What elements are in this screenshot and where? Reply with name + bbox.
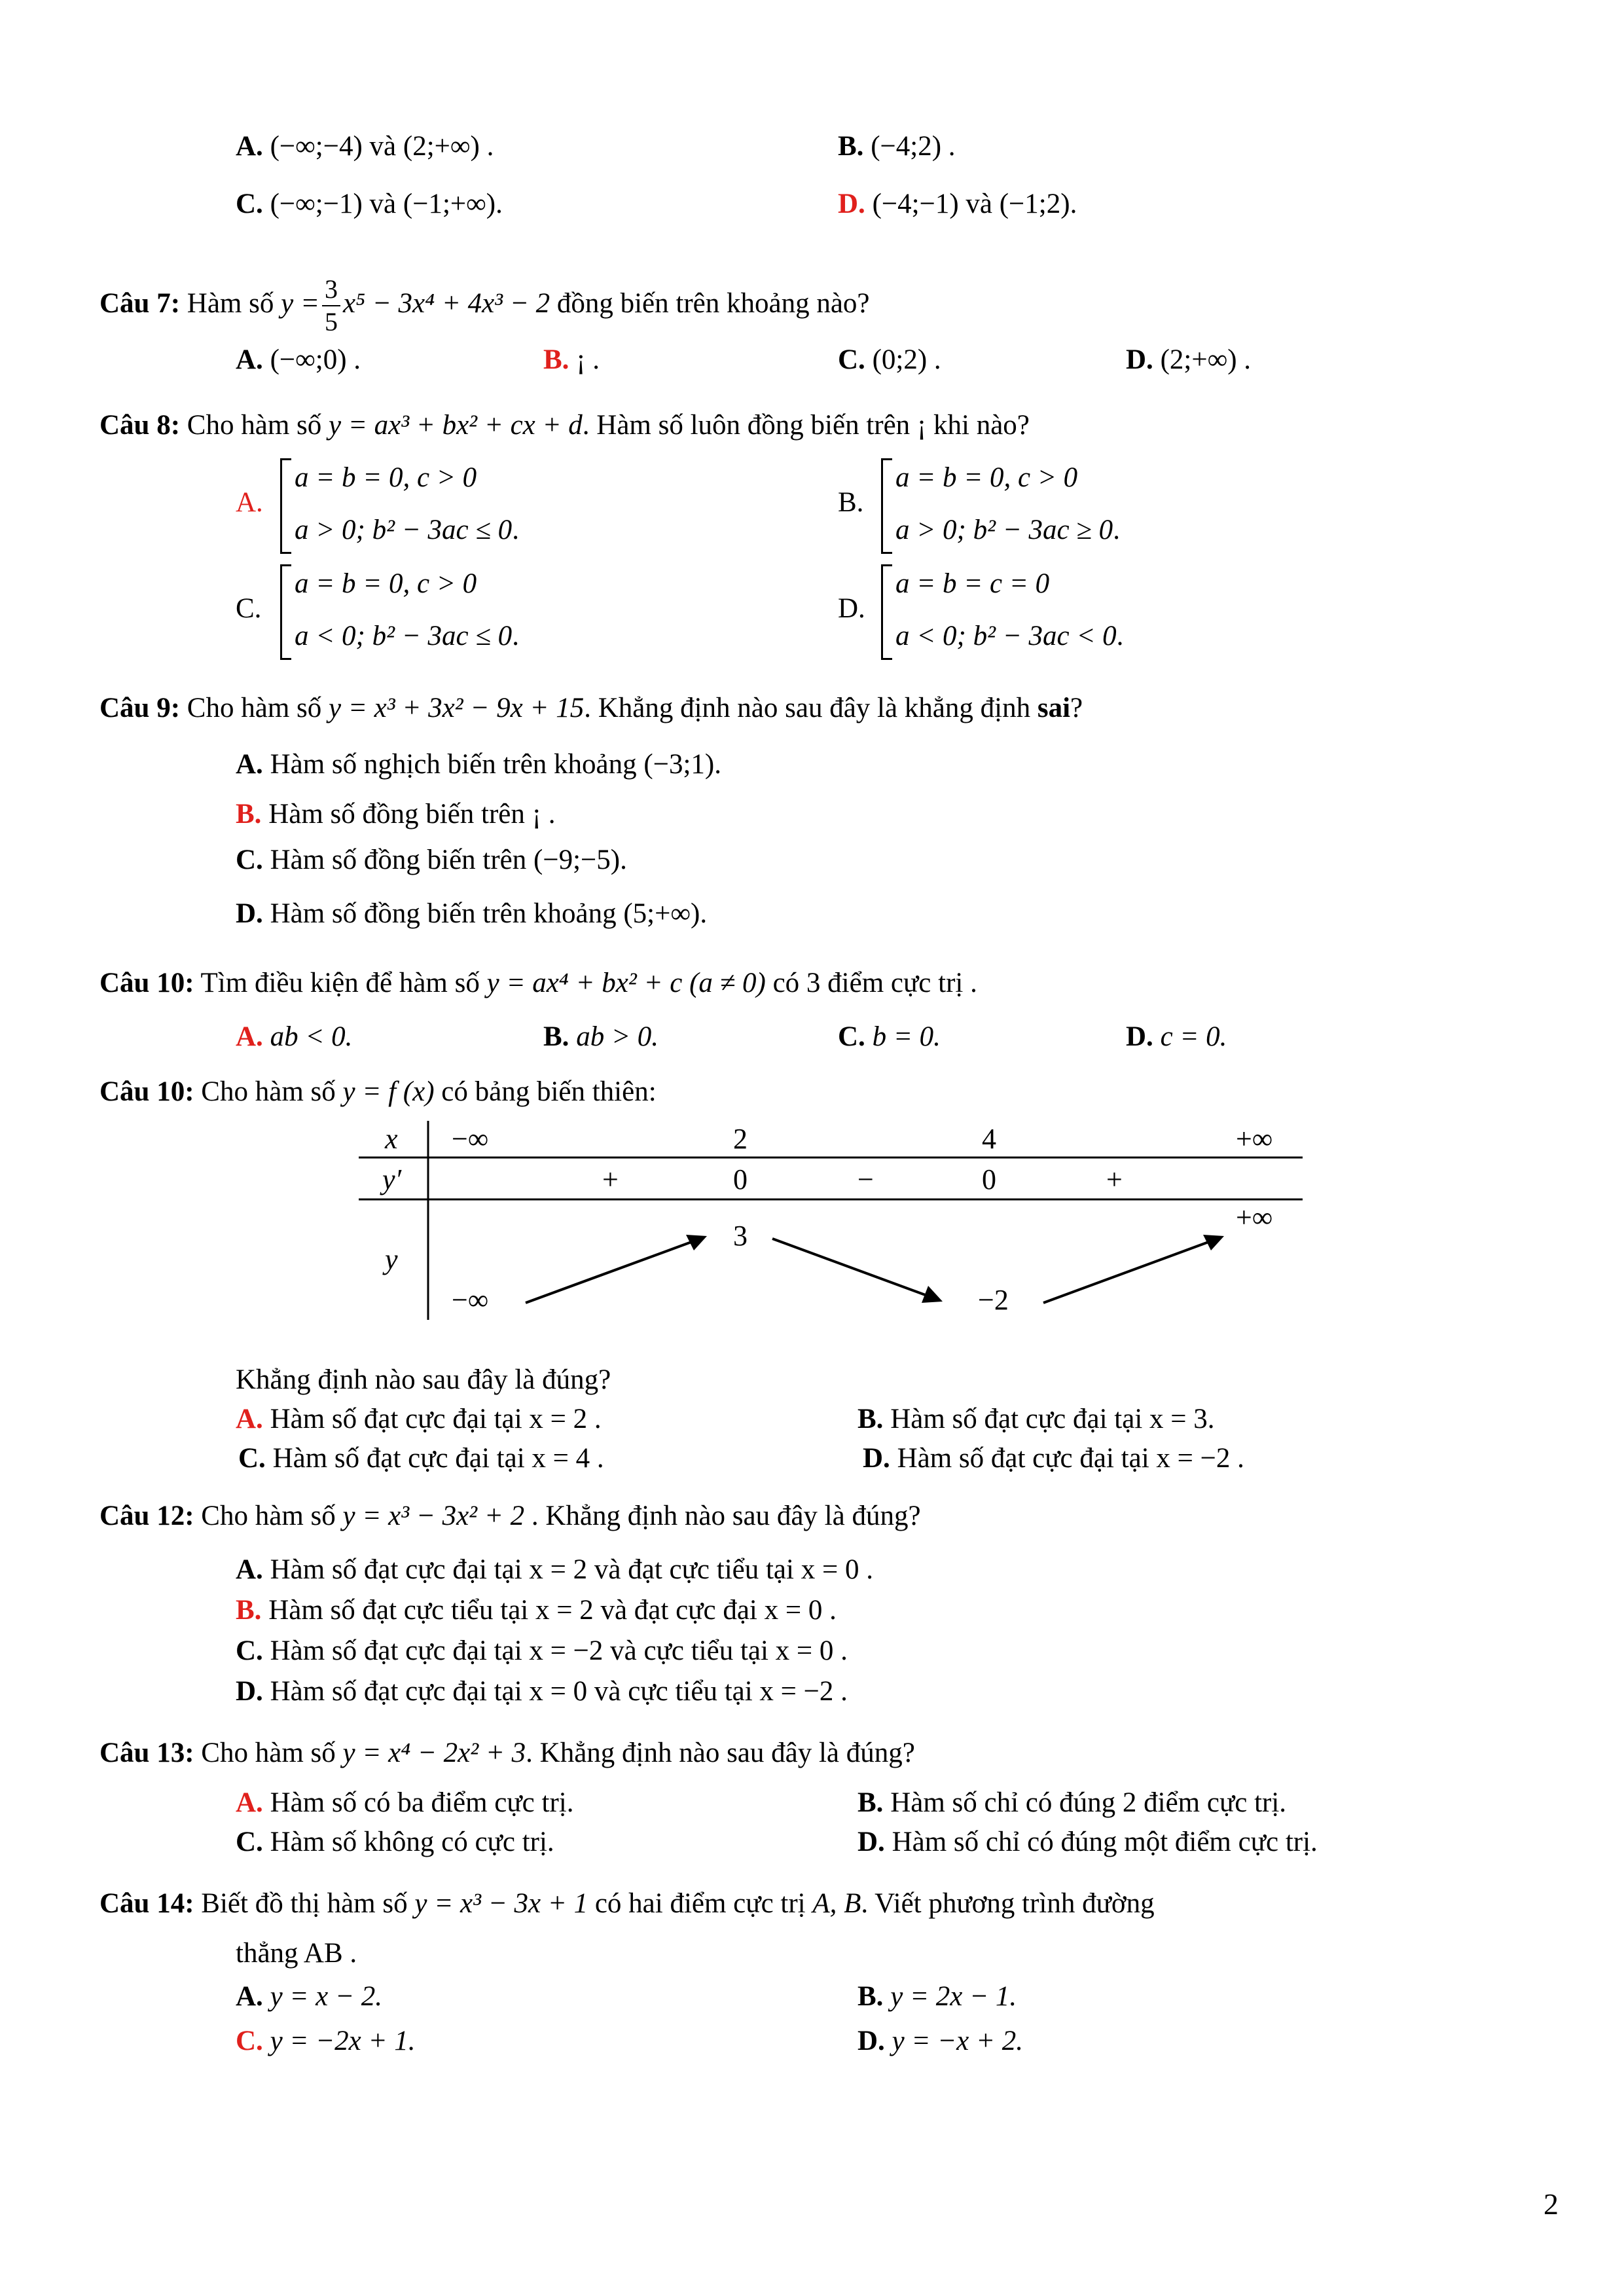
table-x-value: 2 [733,1123,748,1155]
q8-option-d-system: a = b = c = 0 a < 0; b² − 3ac < 0. [895,568,1124,651]
q13-option-c: C. Hàm số không có cực trị. [236,1827,554,1857]
q9-option-b: B. Hàm số đồng biến trên ¡ . [236,799,556,829]
arrow-up-2 [1043,1239,1218,1303]
q14-option-c: C. y = −2x + 1. [236,2026,416,2056]
q8-option-c-bracket [280,564,291,660]
q12-option-a: A. Hàm số đạt cực đại tại x = 2 và đạt cực tiểu tại x = 0 . [236,1554,873,1585]
q13-option-a: A. Hàm số có ba điểm cực trị. [236,1787,574,1818]
q8-option-b-bracket [881,458,892,554]
table-yprime-value: + [602,1163,619,1195]
table-y-value: 3 [733,1220,748,1252]
q8-option-a-bracket [280,458,291,554]
q6-option-a: A. (−∞;−4) và (2;+∞) . [236,131,494,162]
q8-option-b-label: B. [838,487,864,518]
q7-option-b: B. ¡ . [543,344,600,375]
q10b-option-b: B. Hàm số đạt cực đại tại x = 3. [857,1404,1215,1434]
arrow-up-1-head [686,1235,707,1250]
q14-stem-line2: thẳng AB . [236,1938,357,1969]
table-yprime-value: 0 [733,1163,748,1195]
q7-option-d: D. (2;+∞) . [1126,344,1252,375]
q8-option-a-system: a = b = 0, c > 0 a > 0; b² − 3ac ≤ 0. [295,462,519,545]
q8-option-d-bracket [881,564,892,660]
table-x-value: −∞ [452,1123,489,1155]
arrow-down-head [922,1286,943,1303]
q6-option-d: D. (−4;−1) và (−1;2). [838,189,1077,219]
q6-option-c: C. (−∞;−1) và (−1;+∞). [236,189,503,219]
table-y-value: −2 [978,1284,1009,1316]
q8-option-b-system: a = b = 0, c > 0 a > 0; b² − 3ac ≥ 0. [895,462,1120,545]
page-number: 2 [1543,2187,1559,2221]
q13-option-d: D. Hàm số chỉ có đúng một điểm cực trị. [857,1827,1318,1857]
q14-option-d: D. y = −x + 2. [857,2026,1024,2056]
q12-option-b: B. Hàm số đạt cực tiểu tại x = 2 và đạt cực đại x = 0 . [236,1595,837,1626]
table-y-value: +∞ [1236,1201,1273,1233]
q9-stem: Câu 9: Cho hàm số y = x³ + 3x² − 9x + 15. Khẳng định nào sau đây là khẳng định sai? [99,693,1083,723]
q10b-prompt: Khẳng định nào sau đây là đúng? [236,1364,611,1395]
q8-option-c-label: C. [236,593,262,624]
q13-option-b: B. Hàm số chỉ có đúng 2 điểm cực trị. [857,1787,1287,1818]
q10a-option-d: D. c = 0. [1126,1021,1227,1052]
q9-option-a: A. Hàm số nghịch biến trên khoảng (−3;1). [236,749,721,780]
q9-option-c: C. Hàm số đồng biến trên (−9;−5). [236,845,627,875]
q10a-option-c: C. b = 0. [838,1021,941,1052]
q14-option-b: B. y = 2x − 1. [857,1981,1017,2012]
q8-option-d-label: D. [838,593,865,624]
table-yprime-label: y′ [382,1163,402,1195]
q10a-stem: Câu 10: Tìm điều kiện để hàm số y = ax⁴ + bx² + c (a ≠ 0) có 3 điểm cực trị . [99,968,977,998]
arrow-down [772,1239,936,1299]
q10a-option-a: A. ab < 0. [236,1021,353,1052]
table-x-value: 4 [982,1123,996,1155]
q14-stem: Câu 14: Biết đồ thị hàm số y = x³ − 3x + 1 có hai điểm cực trị A, B. Viết phương trình đường [99,1888,1155,1919]
q7-option-c: C. (0;2) . [838,344,941,375]
arrow-up-1 [526,1239,700,1303]
arrow-up-2-head [1203,1235,1224,1250]
q12-option-d: D. Hàm số đạt cực đại tại x = 0 và cực tiểu tại x = −2 . [236,1676,848,1707]
table-x-label: x [385,1123,398,1155]
q6-option-b: B. (−4;2) . [838,131,956,162]
q8-option-a-label: A. [236,487,263,518]
q10b-stem: Câu 10: Cho hàm số y = f (x) có bảng biến thiên: [99,1076,657,1107]
table-yprime-value: − [857,1163,874,1195]
q13-stem: Câu 13: Cho hàm số y = x⁴ − 2x² + 3. Khẳng định nào sau đây là đúng? [99,1738,915,1768]
table-x-value: +∞ [1236,1123,1273,1155]
q10b-option-a: A. Hàm số đạt cực đại tại x = 2 . [236,1404,602,1434]
table-yprime-value: 0 [982,1163,996,1195]
q8-stem: Câu 8: Cho hàm số y = ax³ + bx² + cx + d. Hàm số luôn đồng biến trên ¡ khi nào? [99,410,1030,441]
table-yprime-value: + [1106,1163,1123,1195]
q12-stem: Câu 12: Cho hàm số y = x³ − 3x² + 2 . Khẳng định nào sau đây là đúng? [99,1501,921,1531]
table-y-value: −∞ [452,1284,489,1316]
q7-option-a: A. (−∞;0) . [236,344,361,375]
q10b-option-c: C. Hàm số đạt cực đại tại x = 4 . [238,1443,604,1474]
q10b-option-d: D. Hàm số đạt cực đại tại x = −2 . [863,1443,1244,1474]
q7-stem: Câu 7: Hàm số y = $\frac{3}{5}$ x⁵ − 3x⁴ + 4x³ − 2 đồng biến trên khoảng nào? [99,274,870,337]
table-y-label: y [385,1243,398,1275]
q7-fraction: $\frac{3}{5}$ [322,274,340,338]
q9-option-d: D. Hàm số đồng biến trên khoảng (5;+∞). [236,898,708,929]
q14-option-a: A. y = x − 2. [236,1981,383,2012]
q10a-option-b: B. ab > 0. [543,1021,659,1052]
q8-option-c-system: a = b = 0, c > 0 a < 0; b² − 3ac ≤ 0. [295,568,519,651]
q12-option-c: C. Hàm số đạt cực đại tại x = −2 và cực tiểu tại x = 0 . [236,1635,848,1666]
